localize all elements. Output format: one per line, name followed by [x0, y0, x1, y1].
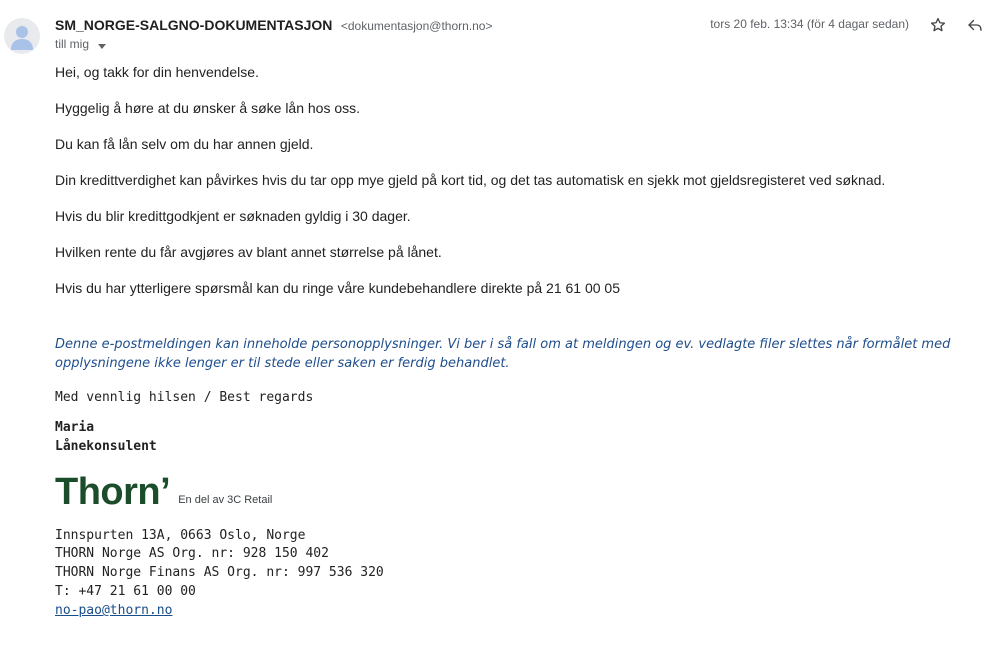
message-paragraph: Hvis du blir kredittgodkjent er søknaden gyldig i 30 dager.: [55, 208, 411, 224]
sender-name[interactable]: SM_NORGE-SALGNO-DOKUMENTASJON: [55, 17, 333, 33]
avatar[interactable]: [4, 18, 40, 54]
sender-line: [55, 17, 493, 35]
message-paragraph: Hei, og takk for din henvendelse.: [55, 64, 259, 80]
star-icon: [929, 16, 947, 34]
signature-phone: T: +47 21 61 00 00: [55, 584, 196, 599]
signature-org-line: THORN Norge AS Org. nr: 928 150 402: [55, 546, 329, 561]
signature-email-link[interactable]: no-pao@thorn.no: [55, 603, 173, 618]
message-paragraph: Hvis du har ytterligere spørsmål kan du ringe våre kundebehandlere direkte på 21 61 00 05: [55, 280, 620, 296]
message-paragraph: Hyggelig å høre at du ønsker å søke lån hos oss.: [55, 100, 361, 116]
thorn-logo: [55, 466, 272, 512]
signature-address: Innspurten 13A, 0663 Oslo, Norge: [55, 528, 306, 543]
signature-title: Lånekonsulent: [55, 439, 157, 454]
closing-regards: Med vennlig hilsen / Best regards: [55, 390, 314, 405]
privacy-disclaimer: Denne e-postmeldingen kan inneholde personopplysninger. Vi ber i så fall om at meldingen og ev. vedlagte filer slettes når formålet med opplysningene ikke lenger er til stede eller saken er ferdig behandlet.: [55, 337, 951, 371]
signature-org-line: THORN Norge Finans AS Org. nr: 997 536 320: [55, 565, 384, 580]
message-paragraph: Din kredittverdighet kan påvirkes hvis du tar opp mye gjeld på kort tid, og det tas automatisk en sjekk mot gjeldsregisteret ved søknad.: [55, 172, 886, 188]
caret-down-icon[interactable]: [98, 38, 106, 52]
person-icon: [4, 18, 40, 54]
signature-name: Maria: [55, 420, 95, 435]
star-button[interactable]: [926, 13, 950, 37]
reply-button[interactable]: [963, 13, 987, 37]
logo-tagline: En del av 3C Retail: [178, 494, 273, 506]
reply-icon: [966, 16, 984, 34]
sender-email: <dokumentasjon@thorn.no>: [340, 19, 493, 33]
recipient-label: till mig: [55, 37, 90, 51]
message-paragraph: Du kan få lån selv om du har annen gjeld.: [55, 136, 314, 152]
message-paragraph: Hvilken rente du får avgjøres av blant annet størrelse på lånet.: [55, 244, 442, 260]
message-timestamp: tors 20 feb. 13:34 (för 4 dagar sedan): [710, 17, 909, 31]
logo-wordmark: Thorn’: [55, 471, 171, 513]
recipient-details-toggle[interactable]: [55, 37, 106, 52]
